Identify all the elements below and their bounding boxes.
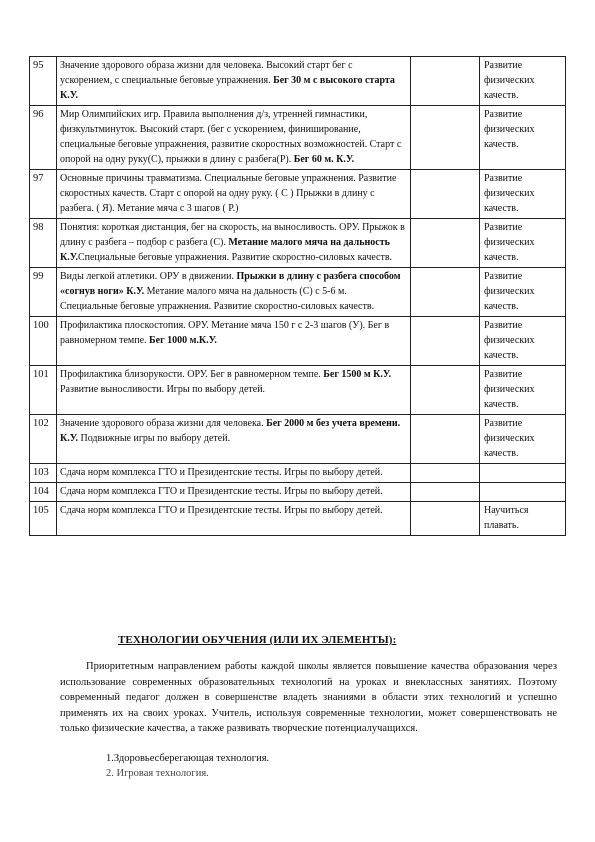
- table-row: [30, 317, 566, 366]
- lesson-content: [57, 57, 411, 106]
- lesson-note: Развитие физических качеств.: [480, 415, 566, 464]
- empty-cell: [411, 464, 480, 483]
- lesson-content-bold: Прыжки в длину с разбега способом «согнув ноги» К.У.: [60, 271, 401, 297]
- lesson-content: [57, 415, 411, 464]
- lesson-content-bold: Бег 2000 м без учета времени. К.У.: [60, 418, 401, 444]
- lesson-number: 97: [30, 170, 57, 219]
- empty-cell: [411, 415, 480, 464]
- lesson-content-bold: Бег 60 м. К.У.: [293, 154, 355, 165]
- lesson-number: 103: [30, 464, 57, 483]
- lesson-content-bold: Метание малого мяча на дальность К.У.: [60, 237, 390, 263]
- lesson-plan-body: [30, 57, 566, 536]
- table-row: [30, 502, 566, 536]
- lesson-number: 101: [30, 366, 57, 415]
- lesson-number: 98: [30, 219, 57, 268]
- table-row: [30, 366, 566, 415]
- lesson-content-text: Сдача норм комплекса ГТО и Президентские тесты. Игры по выбору детей.: [60, 467, 383, 478]
- lesson-content-bold: Бег 30 м с высокого старта К.У.: [60, 75, 395, 101]
- empty-cell: [411, 366, 480, 415]
- lesson-note: Развитие физических качеств.: [480, 170, 566, 219]
- empty-cell: [411, 483, 480, 502]
- lesson-content-text: Виды легкой атлетики. ОРУ в движении.: [60, 271, 237, 282]
- lesson-number: 95: [30, 57, 57, 106]
- empty-cell: [411, 57, 480, 106]
- lesson-content: [57, 483, 411, 502]
- lesson-content-text: Сдача норм комплекса ГТО и Президентские тесты. Игры по выбору детей.: [60, 505, 383, 516]
- lesson-note: Развитие физических качеств.: [480, 57, 566, 106]
- lesson-content-bold: Бег 1500 м К.У.: [323, 369, 392, 380]
- empty-cell: [411, 170, 480, 219]
- lesson-content: [57, 170, 411, 219]
- lesson-content: [57, 317, 411, 366]
- lesson-note: [480, 464, 566, 483]
- table-row: [30, 219, 566, 268]
- table-row: [30, 415, 566, 464]
- lesson-number: 104: [30, 483, 57, 502]
- lesson-content-bold: Бег 1000 м.К.У.: [149, 335, 217, 346]
- lesson-number: 100: [30, 317, 57, 366]
- lesson-content-text: Развитие выносливости. Игры по выбору детей.: [60, 384, 266, 395]
- lesson-content-text: Специальные беговые упражнения. Развитие скоростно-силовых качеств.: [77, 252, 393, 263]
- lesson-note: Научиться плавать.: [480, 502, 566, 536]
- empty-cell: [411, 268, 480, 317]
- lesson-content: [57, 106, 411, 170]
- lesson-content-text: Сдача норм комплекса ГТО и Президентские тесты. Игры по выбору детей.: [60, 486, 383, 497]
- lesson-content-text: Профилактика плоскостопия. ОРУ. Метание мяча 150 г с 2-3 шагов (У). Бег в равномерном темпе.: [60, 320, 390, 346]
- lesson-content: [57, 219, 411, 268]
- table-row: [30, 57, 566, 106]
- intro-paragraph: Приоритетным направлением работы каждой школы является повышение качества образования через использование современных образовательных технологий на уроках и внеклассных занятиях. Поэтому современный педагог должен в совершенстве владеть знаниями в области этих технологий и успешно применять их на своих уроках. Учитель, используя современные технологии, может совершенствовать не только физические качества, а также развивать творческие потенциалучащихся.: [60, 661, 557, 735]
- lesson-note: Развитие физических качеств.: [480, 366, 566, 415]
- empty-cell: [411, 317, 480, 366]
- empty-cell: [411, 219, 480, 268]
- lesson-content-text: Мир Олимпийских игр. Правила выполнения д/з, утренней гимнастики, физкультминуток. Высокий старт. (бег с ускорением, финиширование, специальные беговые упражнения, развитие скоростных возможностей. Старт с опорой на одну руку(С), прыжки в длину с разбега(Р).: [60, 109, 402, 165]
- lesson-note: Развитие физических качеств.: [480, 219, 566, 268]
- lesson-content-text: Профилактика близорукости. ОРУ. Бег в равномерном темпе.: [60, 369, 324, 380]
- table-row: [30, 268, 566, 317]
- lesson-content-text: Основные причины травматизма. Специальные беговые упражнения. Развитие скоростных качеств. Старт с опорой на одну руку. ( С ) Прыжки в длину с разбега. ( Я). Метание мяча с 3 шагов ( Р.): [60, 173, 397, 214]
- technologies-heading: ТЕХНОЛОГИИ ОБУЧЕНИЯ (ИЛИ ИХ ЭЛЕМЕНТЫ):: [118, 634, 397, 646]
- table-row: [30, 170, 566, 219]
- lesson-content: [57, 268, 411, 317]
- technology-list-item: 2. Игровая технология.: [106, 768, 209, 779]
- lesson-plan-table: [29, 56, 566, 536]
- lesson-content-text: Понятия: короткая дистанция, бег на скорость, на выносливость. ОРУ. Прыжок в длину с разбега – подбор с разбега (С).: [60, 222, 405, 248]
- empty-cell: [411, 502, 480, 536]
- lesson-content-text: Значение здорового образа жизни для человека.: [60, 418, 267, 429]
- lesson-content-text: Метание малого мяча на дальность (С) с 5-6 м. Специальные беговые упражнения. Развитие скоростно-силовых качеств.: [60, 286, 375, 312]
- lesson-content-text: Значение здорового образа жизни для человека. Высокий старт бег с ускорением, с специальные беговые упражнения.: [60, 60, 353, 86]
- lesson-note: Развитие физических качеств.: [480, 317, 566, 366]
- lesson-note: Развитие физических качеств.: [480, 106, 566, 170]
- lesson-content: [57, 366, 411, 415]
- table-row: [30, 464, 566, 483]
- lesson-content-text: Подвижные игры по выбору детей.: [77, 433, 231, 444]
- lesson-number: 96: [30, 106, 57, 170]
- empty-cell: [411, 106, 480, 170]
- technology-list-item: 1.Здоровьесберегающая технология.: [106, 753, 270, 764]
- lesson-content: [57, 464, 411, 483]
- lesson-note: Развитие физических качеств.: [480, 268, 566, 317]
- lesson-number: 105: [30, 502, 57, 536]
- lesson-content: [57, 502, 411, 536]
- lesson-number: 99: [30, 268, 57, 317]
- lesson-note: [480, 483, 566, 502]
- table-row: [30, 106, 566, 170]
- table-row: [30, 483, 566, 502]
- lesson-number: 102: [30, 415, 57, 464]
